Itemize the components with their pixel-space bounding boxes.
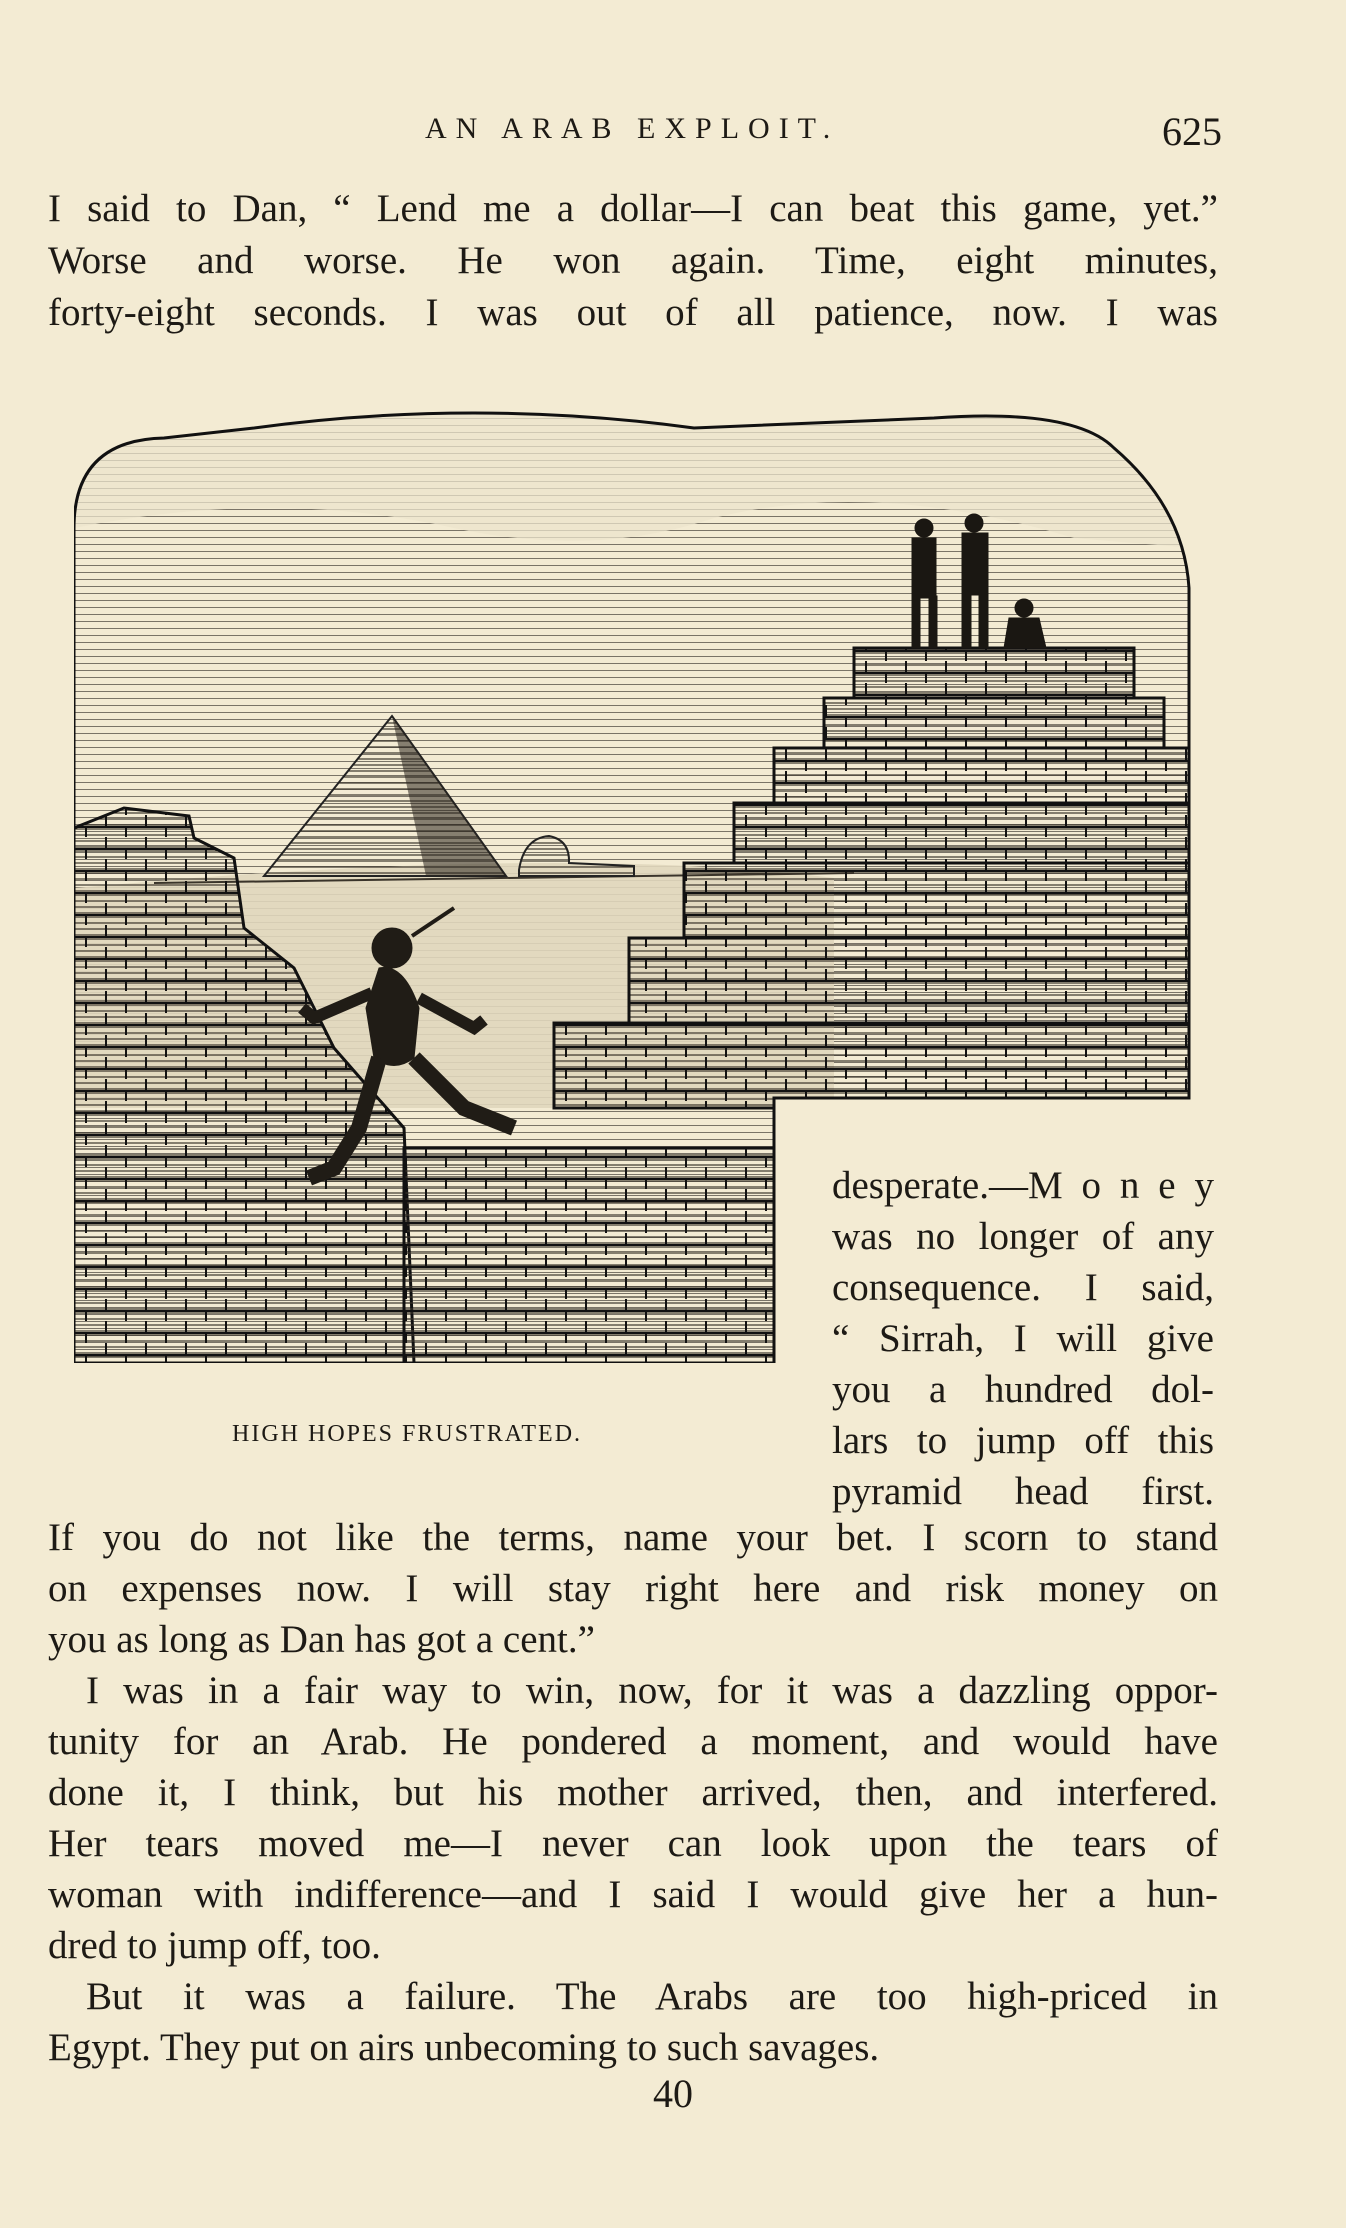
text-line: lars to jump off this — [832, 1419, 1214, 1462]
text-line: If you do not like the terms, name your bet. I scorn to stand — [48, 1516, 1218, 1559]
text-line: dred to jump off, too. — [48, 1924, 381, 1967]
text-line: on expenses now. I will stay right here and risk money on — [48, 1567, 1218, 1610]
text-line: woman with indifference—and I said I would give her a hun- — [48, 1873, 1218, 1916]
illustration-caption: HIGH HOPES FRUSTRATED. — [232, 1421, 583, 1447]
text-line: But it was a failure. The Arabs are too high-priced in — [86, 1975, 1218, 2018]
text-line: “ Sirrah, I will give — [832, 1317, 1214, 1360]
text-line: forty-eight seconds. I was out of all patience, now. I was — [48, 291, 1218, 334]
text-line: was no longer of any — [832, 1215, 1214, 1258]
text-line: pyramid head first. — [832, 1470, 1214, 1513]
text-line: done it, I think, but his mother arrived, then, and interfered. — [48, 1771, 1218, 1814]
text-line: Worse and worse. He won again. Time, eight minutes, — [48, 239, 1218, 282]
signature-mark: 40 — [653, 2071, 693, 2116]
running-head: AN ARAB EXPLOIT. — [425, 112, 840, 145]
text-line: consequence. I said, — [832, 1266, 1214, 1309]
text-line: desperate.—M o n e y — [832, 1164, 1214, 1207]
text-line: you as long as Dan has got a cent.” — [48, 1618, 595, 1661]
text-line: tunity for an Arab. He pondered a moment, and would have — [48, 1720, 1218, 1763]
page-number: 625 — [1162, 109, 1222, 154]
page-header — [0, 108, 1346, 158]
text-line: Her tears moved me—I never can look upon the tears of — [48, 1822, 1218, 1865]
text-line: I was in a fair way to win, now, for it was a dazzling oppor- — [86, 1669, 1218, 1712]
text-line: Egypt. They put on airs unbecoming to such savages. — [48, 2026, 880, 2069]
text-line: you a hundred dol- — [832, 1368, 1214, 1411]
text-line: I said to Dan, “ Lend me a dollar—I can beat this game, yet.” — [48, 187, 1218, 230]
